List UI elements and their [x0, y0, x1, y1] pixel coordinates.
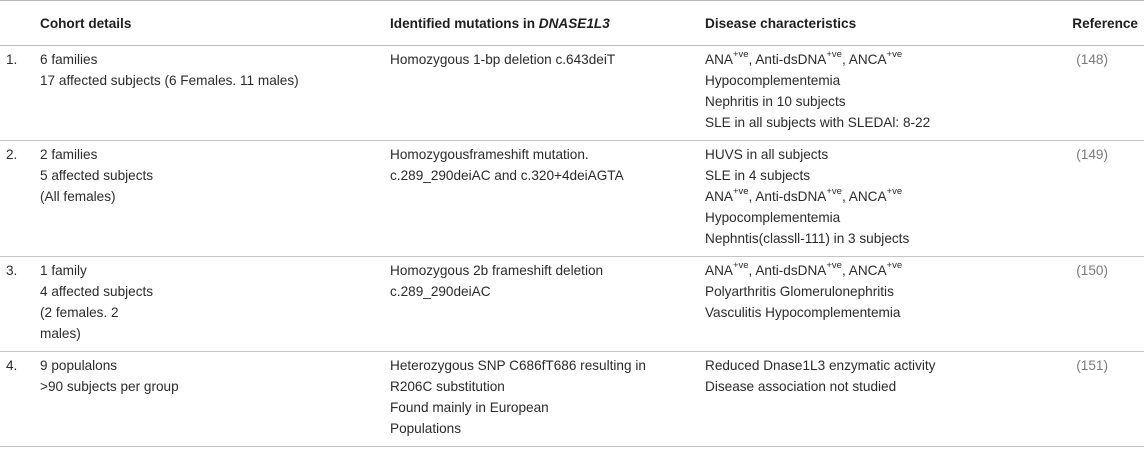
- positive-sup: +ve: [826, 49, 842, 61]
- disease-cell: [705, 352, 1044, 447]
- mutation-line: Populations: [390, 421, 462, 436]
- reference-link[interactable]: (149): [1044, 141, 1144, 257]
- serology-line: [705, 186, 1044, 207]
- mutation-line: Heterozygous SNP C686fT686 resulting in: [390, 358, 646, 373]
- cohort-line: (2 females. 2: [40, 305, 119, 320]
- table-row: [0, 352, 1144, 447]
- mutation-line: Homozygousframeshift mutation.: [390, 147, 589, 162]
- cohort-line: 1 family: [40, 263, 87, 278]
- cohort-cell: [40, 46, 390, 141]
- header-reference: Reference: [1044, 1, 1144, 46]
- disease-line: HUVS in all subjects: [705, 147, 829, 162]
- table-row: [0, 141, 1144, 257]
- mutations-cell: [390, 257, 705, 352]
- cohort-cell: [40, 141, 390, 257]
- positive-sup: +ve: [826, 260, 842, 272]
- cohort-line: males): [40, 326, 81, 341]
- mutation-line: Homozygous 2b frameshift deletion: [390, 263, 604, 278]
- row-number: 3.: [0, 257, 40, 352]
- header-mutations-gene: DNASE1L3: [538, 16, 610, 31]
- disease-cell: [705, 46, 1044, 141]
- row-number: 2.: [0, 141, 40, 257]
- cohort-line: 5 affected subjects: [40, 168, 154, 183]
- cohort-cell: [40, 257, 390, 352]
- mutations-cell: [390, 141, 705, 257]
- cohort-line: 2 families: [40, 147, 98, 162]
- positive-sup: +ve: [732, 260, 749, 272]
- row-number: 4.: [0, 352, 40, 447]
- header-mutations-prefix: Identified mutations in: [390, 16, 539, 31]
- disease-line: Disease association not studied: [705, 379, 897, 394]
- reference-link[interactable]: (148): [1044, 46, 1144, 141]
- reference-link[interactable]: (151): [1044, 352, 1144, 447]
- positive-sup: +ve: [732, 49, 749, 61]
- serology-ana: ANA: [705, 263, 733, 278]
- cohort-cell: [40, 352, 390, 447]
- header-cohort-details: Cohort details: [40, 1, 390, 46]
- mutations-cell: [390, 46, 705, 141]
- disease-cell: [705, 257, 1044, 352]
- disease-line: Reduced Dnase1L3 enzymatic activity: [705, 358, 936, 373]
- mutation-line: c.289_290deiAC: [390, 284, 491, 299]
- row-number: 1.: [0, 46, 40, 141]
- disease-line: Hypocomplementemia: [705, 210, 841, 225]
- disease-cell: [705, 141, 1044, 257]
- header-identified-mutations: [390, 1, 705, 46]
- serology-dsdna: , Anti-dsDNA: [748, 263, 827, 278]
- serology-anca: , ANCA: [841, 189, 887, 204]
- table-header-row: [0, 1, 1144, 46]
- cohort-line: >90 subjects per group: [40, 379, 179, 394]
- positive-sup: +ve: [886, 49, 903, 61]
- mutation-line: Homozygous 1-bp deletion c.643deiT: [390, 52, 616, 67]
- disease-line: Polyarthritis Glomerulonephritis: [705, 284, 894, 299]
- cohort-line: 4 affected subjects: [40, 284, 154, 299]
- serology-ana: ANA: [705, 52, 733, 67]
- disease-line: SLE in all subjects with SLEDAl: 8-22: [705, 115, 931, 130]
- disease-line: Nephritis in 10 subjects: [705, 94, 846, 109]
- header-number: [0, 1, 40, 46]
- mutation-line: c.289_290deiAC and c.320+4deiAGTA: [390, 168, 624, 183]
- positive-sup: +ve: [886, 260, 903, 272]
- cohort-line: 17 affected subjects (6 Females. 11 males): [40, 73, 299, 88]
- mutations-cell: [390, 352, 705, 447]
- disease-line: Nephntis(classll-111) in 3 subjects: [705, 231, 910, 246]
- table-row: [0, 46, 1144, 141]
- table-row: [0, 257, 1144, 352]
- serology-anca: , ANCA: [841, 52, 887, 67]
- reference-link[interactable]: (150): [1044, 257, 1144, 352]
- serology-anca: , ANCA: [841, 263, 887, 278]
- serology-dsdna: , Anti-dsDNA: [748, 189, 827, 204]
- mutation-line: R206C substitution: [390, 379, 505, 394]
- serology-line: [705, 260, 1044, 281]
- mutation-line: Found mainly in European: [390, 400, 549, 415]
- disease-line: Hypocomplementemia: [705, 73, 841, 88]
- serology-dsdna: , Anti-dsDNA: [748, 52, 827, 67]
- positive-sup: +ve: [732, 186, 749, 198]
- disease-line: Vasculitis Hypocomplementemia: [705, 305, 901, 320]
- cohort-line: 9 populalons: [40, 358, 118, 373]
- positive-sup: +ve: [886, 186, 903, 198]
- cohort-line: 6 families: [40, 52, 98, 67]
- cohort-line: (All females): [40, 189, 116, 204]
- serology-ana: ANA: [705, 189, 733, 204]
- positive-sup: +ve: [826, 186, 842, 198]
- disease-line: SLE in 4 subjects: [705, 168, 811, 183]
- header-disease-characteristics: Disease characteristics: [705, 1, 1044, 46]
- serology-line: [705, 49, 1044, 70]
